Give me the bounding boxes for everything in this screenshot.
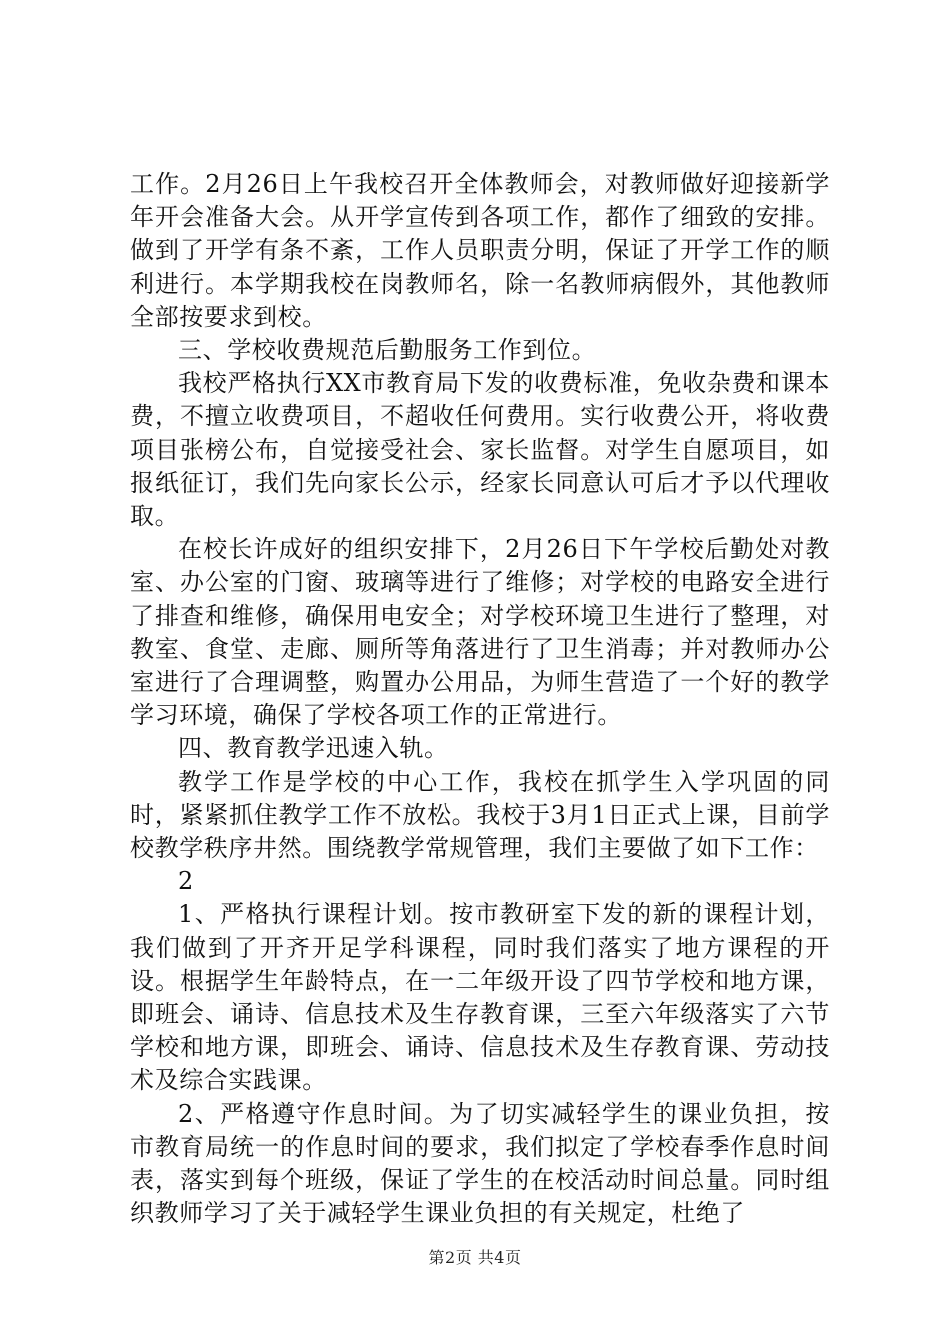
- page-footer: 第2页 共4页: [428, 1248, 522, 1267]
- section-heading-fees: 三、学校收费规范后勤服务工作到位。: [178, 336, 597, 365]
- paragraph-fees: 我校严格执行XX市教育局下发的收费标准，免收杂费和课本费，不擅立收费项目，不超收任何费用。实行收费公开，将收费项目张榜公布，自觉接受社会、家长监督。对学生自愿项目，如报纸征订，我们先向家长公示，经家长同意认可后才予以代理收取。: [130, 369, 830, 531]
- page-marker-number: 2: [178, 867, 194, 896]
- document-body: [130, 168, 830, 1231]
- paragraph-schedule: 2、严格遵守作息时间。为了切实减轻学生的课业负担，按市教育局统一的作息时间的要求，我们拟定了学校春季作息时间表，落实到每个班级，保证了学生的在校活动时间总量。同时组织教师学习了关于减轻学生课业负担的有关规定，杜绝了: [130, 1099, 830, 1228]
- paragraph-teaching: 教学工作是学校的中心工作，我校在抓学生入学巩固的同时，紧紧抓住教学工作不放松。我校于3月1日正式上课，目前学校教学秩序井然。围绕教学常规管理，我们主要做了如下工作：: [130, 767, 830, 863]
- paragraph-curriculum: 1、严格执行课程计划。按市教研室下发的新的课程计划，我们做到了开齐开足学科课程，同时我们落实了地方课程的开设。根据学生年龄特点，在一二年级开设了四节学校和地方课，即班会、诵诗、信息技术及生存教育课，三至六年级落实了六节学校和地方课，即班会、诵诗、信息技术及生存教育课、劳动技术及综合实践课。: [130, 900, 830, 1095]
- paragraph-logistics: 在校长许成好的组织安排下，2月26日下午学校后勤处对教室、办公室的门窗、玻璃等进行了维修；对学校的电路安全进行了排查和维修，确保用电安全；对学校环境卫生进行了整理，对教室、食堂、走廊、厕所等角落进行了卫生消毒；并对教师办公室进行了合理调整，购置办公用品，为师生营造了一个好的教学学习环境，确保了学校各项工作的正常进行。: [130, 535, 830, 730]
- paragraph-continuation: 工作。2月26日上午我校召开全体教师会，对教师做好迎接新学年开会准备大会。从开学宣传到各项工作，都作了细致的安排。做到了开学有条不紊，工作人员职责分明，保证了开学工作的顺利进行。本学期我校在岗教师名，除一名教师病假外，其他教师全部按要求到校。: [130, 170, 830, 331]
- section-heading-teaching: 四、教育教学迅速入轨。: [178, 734, 449, 763]
